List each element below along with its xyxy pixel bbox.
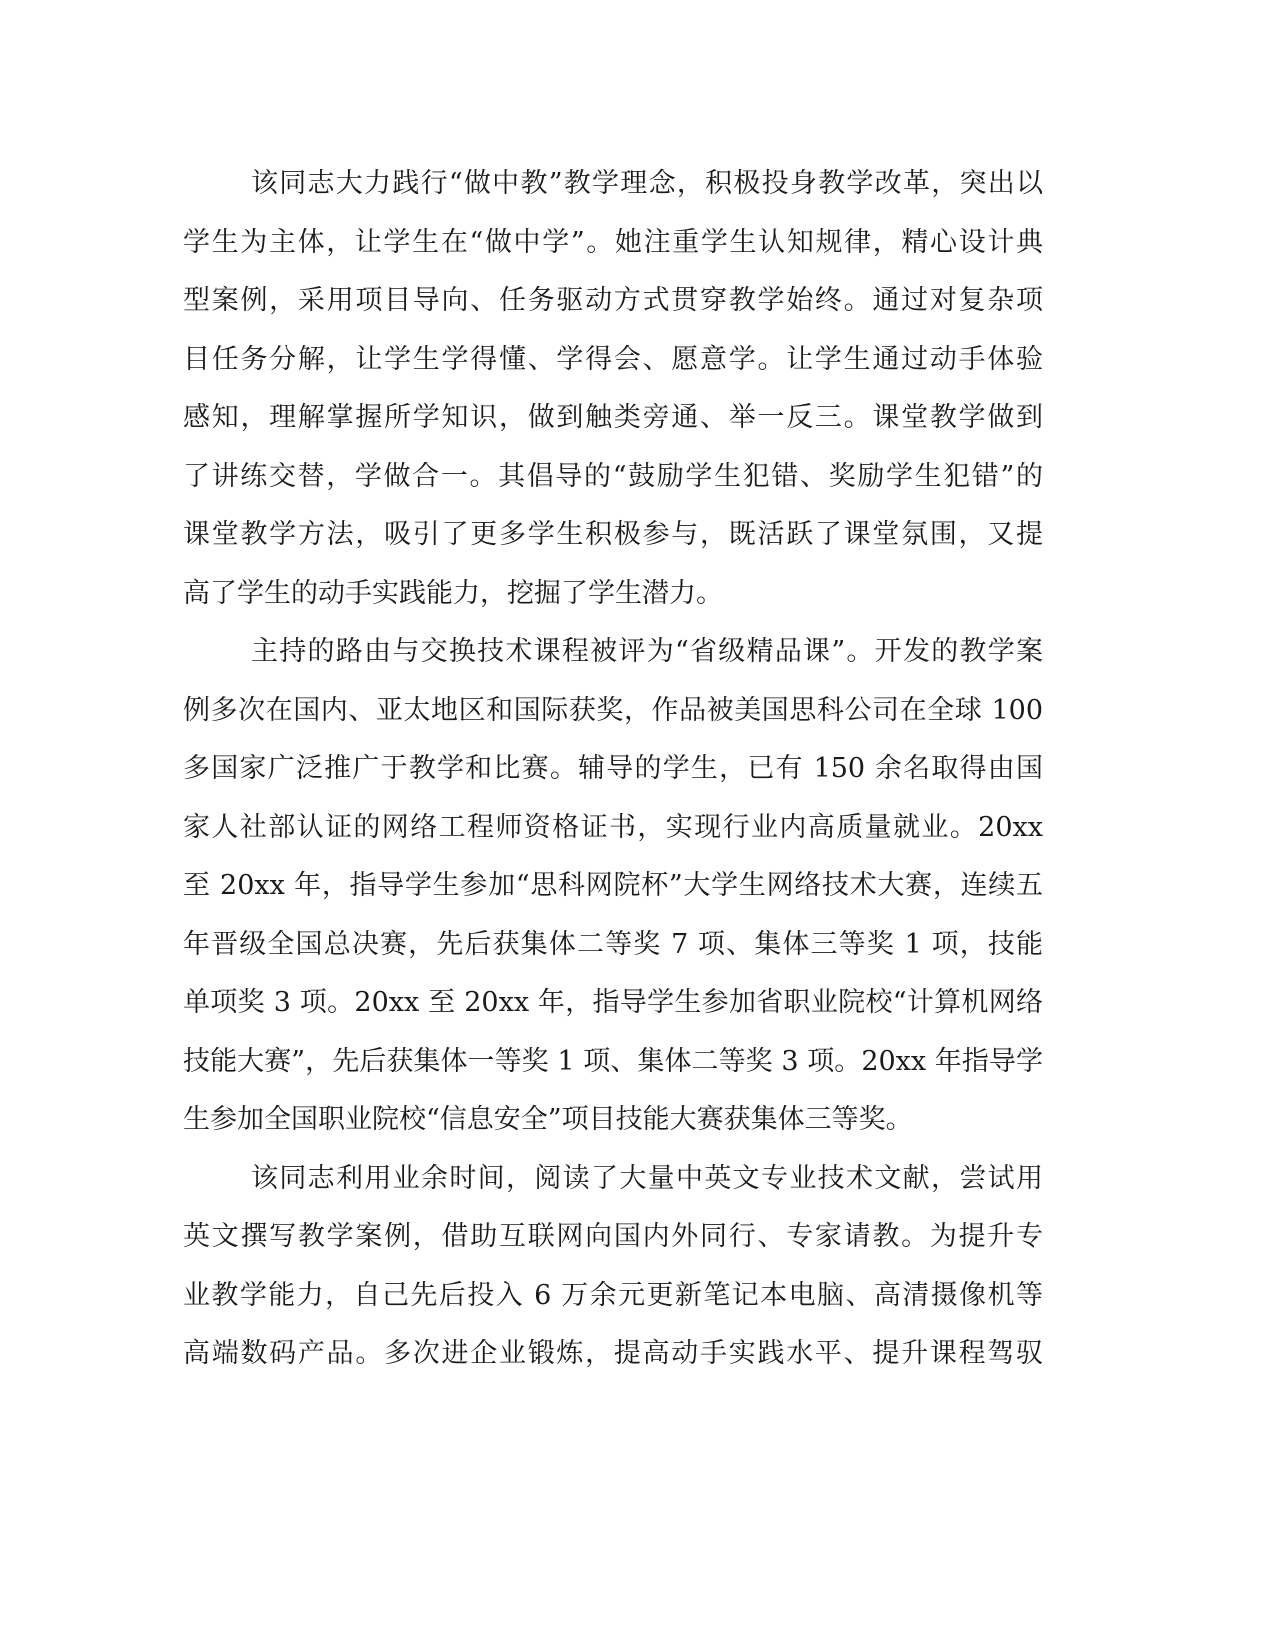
text-line: 了讲练交替，学做合一。其倡导的“鼓励学生犯错、奖励学生犯错”的 [183, 460, 1043, 492]
text-line: 业教学能力，自己先后投入 6 万余元更新笔记本电脑、高清摄像机等 [183, 1279, 1043, 1311]
text-line: 家人社部认证的网络工程师资格证书，实现行业内高质量就业。20xx [183, 811, 1043, 843]
text-line: 型案例，采用项目导向、任务驱动方式贯穿教学始终。通过对复杂项 [183, 285, 1043, 316]
body-text [183, 155, 1043, 1384]
text-line: 该同志大力践行“做中教”教学理念，积极投身教学改革，突出以 [251, 168, 1043, 199]
text-line: 目任务分解，让学生学得懂、学得会、愿意学。让学生通过动手体验 [183, 343, 1043, 375]
text-line: 课堂教学方法，吸引了更多学生积极参与，既活跃了课堂氛围，又提 [183, 519, 1043, 550]
text-line: 技能大赛”，先后获集体一等奖 1 项、集体二等奖 3 项。20xx 年指导学 [183, 1045, 1043, 1077]
paragraph-self-improvement [183, 1150, 1043, 1384]
text-line: 生参加全国职业院校“信息安全”项目技能大赛获集体三等奖。 [183, 1104, 913, 1135]
text-line: 单项奖 3 项。20xx 至 20xx 年，指导学生参加省职业院校“计算机网络 [183, 987, 1043, 1018]
paragraph-achievements [183, 623, 1043, 1150]
text-line: 学生为主体，让学生在“做中学”。她注重学生认知规律，精心设计典 [183, 226, 1043, 258]
text-line: 至 20xx 年，指导学生参加“思科网院杯”大学生网络技术大赛，连续五 [183, 870, 1043, 901]
text-line: 英文撰写教学案例，借助互联网向国内外同行、专家请教。为提升专 [183, 1221, 1043, 1252]
text-line: 主持的路由与交换技术课程被评为“省级精品课”。开发的教学案 [251, 636, 1043, 667]
text-line: 年晋级全国总决赛，先后获集体二等奖 7 项、集体三等奖 1 项，技能 [183, 928, 1043, 960]
text-line: 高端数码产品。多次进企业锻炼，提高动手实践水平、提升课程驾驭 [183, 1338, 1043, 1369]
text-line: 该同志利用业余时间，阅读了大量中英文专业技术文献，尝试用 [251, 1162, 1043, 1194]
text-line: 感知，理解掌握所学知识，做到触类旁通、举一反三。课堂教学做到 [183, 402, 1043, 433]
text-line: 高了学生的动手实践能力，挖掘了学生潜力。 [183, 577, 723, 609]
text-line: 例多次在国内、亚太地区和国际获奖，作品被美国思科公司在全球 100 [183, 694, 1043, 726]
paragraph-teaching-philosophy [183, 155, 1043, 623]
text-line: 多国家广泛推广于教学和比赛。辅导的学生，已有 150 余名取得由国 [183, 753, 1043, 784]
